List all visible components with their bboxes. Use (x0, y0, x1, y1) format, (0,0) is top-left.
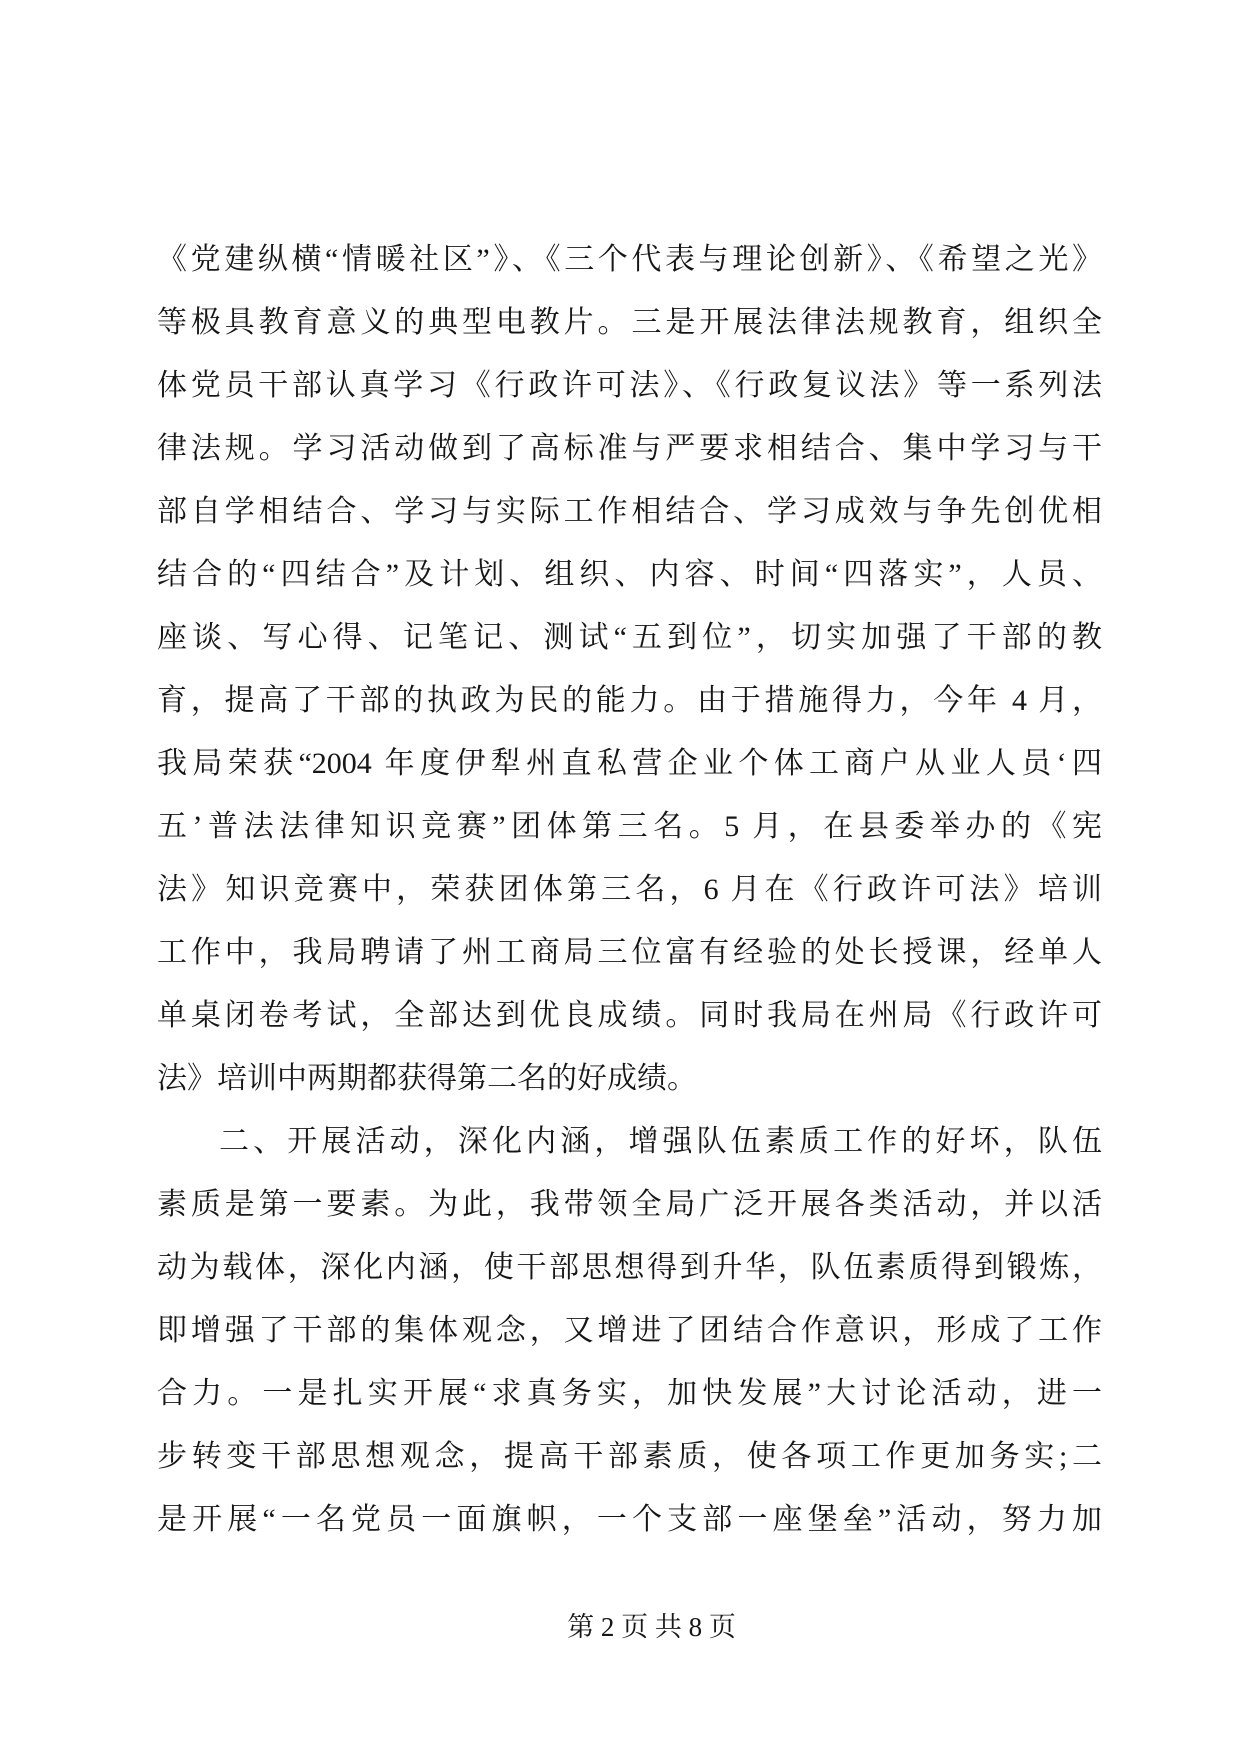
text-line: 法》知识竞赛中，荣获团体第三名，6 月在《行政许可法》培训 (157, 873, 1102, 906)
page-number-label: 第 2 页 共 8 页 (567, 1612, 736, 1642)
text-line: 动为载体，深化内涵，使干部思想得到升华，队伍素质得到锻炼， (157, 1251, 1102, 1284)
text-line: 合力。一是扎实开展“求真务实，加快发展”大讨论活动，进一 (157, 1377, 1102, 1410)
text-line: 二、开展活动，深化内涵，增强队伍素质工作的好坏，队伍 (219, 1125, 1102, 1158)
text-line: 育，提高了干部的执政为民的能力。由于措施得力，今年 4 月， (157, 684, 1102, 717)
paragraph-section-two (157, 1110, 1102, 1551)
text-line: 步转变干部思想观念，提高干部素质，使各项工作更加务实;二 (157, 1440, 1102, 1473)
text-line: 部自学相结合、学习与实际工作相结合、学习成效与争先创优相 (157, 495, 1102, 528)
text-line: 即增强了干部的集体观念，又增进了团结合作意识，形成了工作 (157, 1314, 1102, 1347)
text-line: 律法规。学习活动做到了高标准与严要求相结合、集中学习与干 (157, 432, 1102, 465)
text-line: 是开展“一名党员一面旗帜，一个支部一座堡垒”活动，努力加 (157, 1503, 1102, 1536)
text-line: 五’普法法律知识竞赛”团体第三名。5 月，在县委举办的《宪 (157, 810, 1102, 843)
text-line: 我局荣获“2004 年度伊犁州直私营企业个体工商户从业人员‘四 (157, 747, 1102, 780)
text-line: 《党建纵横“情暖社区”》、《三个代表与理论创新》、《希望之光》 (157, 243, 1102, 276)
text-line: 等极具教育意义的典型电教片。三是开展法律法规教育，组织全 (157, 306, 1102, 339)
text-line: 工作中，我局聘请了州工商局三位富有经验的处长授课，经单人 (157, 936, 1102, 969)
text-line: 座谈、写心得、记笔记、测试“五到位”，切实加强了干部的教 (157, 621, 1102, 654)
text-line: 结合的“四结合”及计划、组织、内容、时间“四落实”，人员、 (157, 558, 1102, 591)
text-line: 法》培训中两期都获得第二名的好成绩。 (157, 1062, 697, 1095)
text-line: 素质是第一要素。为此，我带领全局广泛开展各类活动，并以活 (157, 1188, 1102, 1221)
page-footer (0, 1606, 1241, 1648)
text-line: 体党员干部认真学习《行政许可法》、《行政复议法》等一系列法 (157, 369, 1102, 402)
paragraph-continuation (157, 228, 1102, 1110)
text-line: 单桌闭卷考试，全部达到优良成绩。同时我局在州局《行政许可 (157, 999, 1102, 1032)
document-body (157, 228, 1102, 1551)
